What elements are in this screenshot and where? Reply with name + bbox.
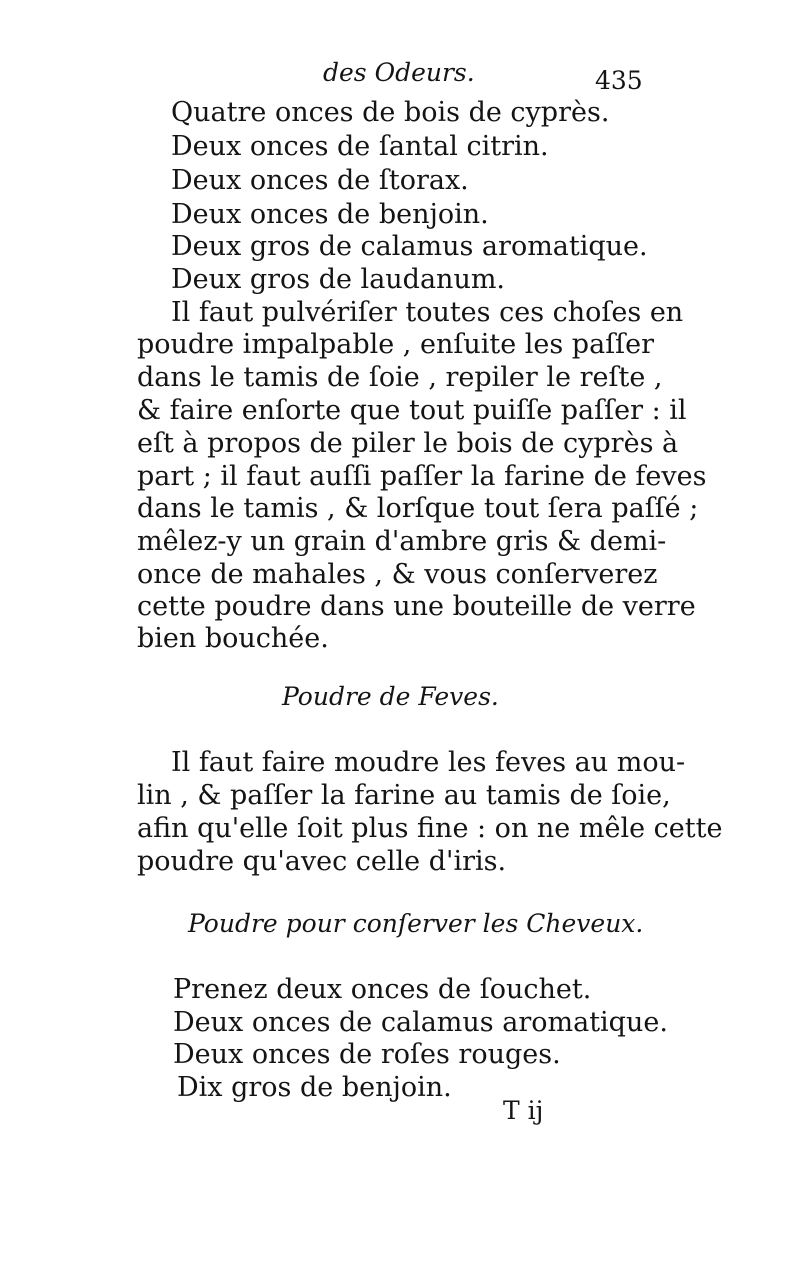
paragraph-line: eſt à propos de piler le bois de cyprès à [137, 428, 679, 459]
paragraph-line: dans le tamis , & lorſque tout ſera paſſé ; [137, 493, 699, 524]
paragraph-line: bien bouchée. [137, 623, 329, 654]
paragraph-line: afin qu'elle ſoit plus fine : on ne mêle cette [137, 813, 723, 844]
paragraph-line: cette poudre dans une bouteille de verre [137, 591, 696, 622]
paragraph-line: lin , & paſſer la farine au tamis de ſoie, [137, 780, 671, 811]
ingredient-line: Dix gros de benjoin. [177, 1072, 452, 1103]
paragraph-line: dans le tamis de ſoie , repiler le reſte , [137, 362, 663, 393]
paragraph-line: Il faut faire moudre les feves au mou- [171, 747, 686, 778]
ingredient-line: Deux onces de calamus aromatique. [173, 1007, 668, 1038]
ingredient-line: Deux onces de benjoin. [171, 199, 489, 230]
running-title: des Odeurs. [323, 58, 475, 87]
ingredient-line: Prenez deux onces de ſouchet. [173, 974, 592, 1005]
section-heading: Poudre pour conſerver les Cheveux. [188, 909, 644, 938]
paragraph-line: & faire enſorte que tout puiſſe paſſer : il [137, 395, 687, 426]
ingredient-line: Quatre onces de bois de cyprès. [171, 97, 610, 128]
signature-mark: T ij [503, 1096, 544, 1125]
paragraph-line: poudre impalpable , enſuite les paſſer [137, 329, 655, 360]
paragraph-line: part ; il faut auſſi paſſer la farine de feves [137, 461, 707, 492]
ingredient-line: Deux onces de ſantal citrin. [171, 131, 549, 162]
section-heading: Poudre de Feves. [282, 682, 499, 711]
ingredient-line: Deux gros de calamus aromatique. [171, 231, 648, 262]
paragraph-line: mêlez-y un grain d'ambre gris & demi- [137, 526, 667, 557]
page-number: 435 [595, 66, 643, 95]
ingredient-line: Deux onces de roſes rouges. [173, 1039, 561, 1070]
paragraph-line: once de mahales , & vous conſerverez [137, 559, 658, 590]
ingredient-line: Deux onces de ſtorax. [171, 165, 469, 196]
ingredient-line: Deux gros de laudanum. [171, 264, 506, 295]
paragraph-line: poudre qu'avec celle d'iris. [137, 846, 507, 877]
paragraph-line: Il faut pulvériſer toutes ces choſes en [171, 297, 684, 328]
